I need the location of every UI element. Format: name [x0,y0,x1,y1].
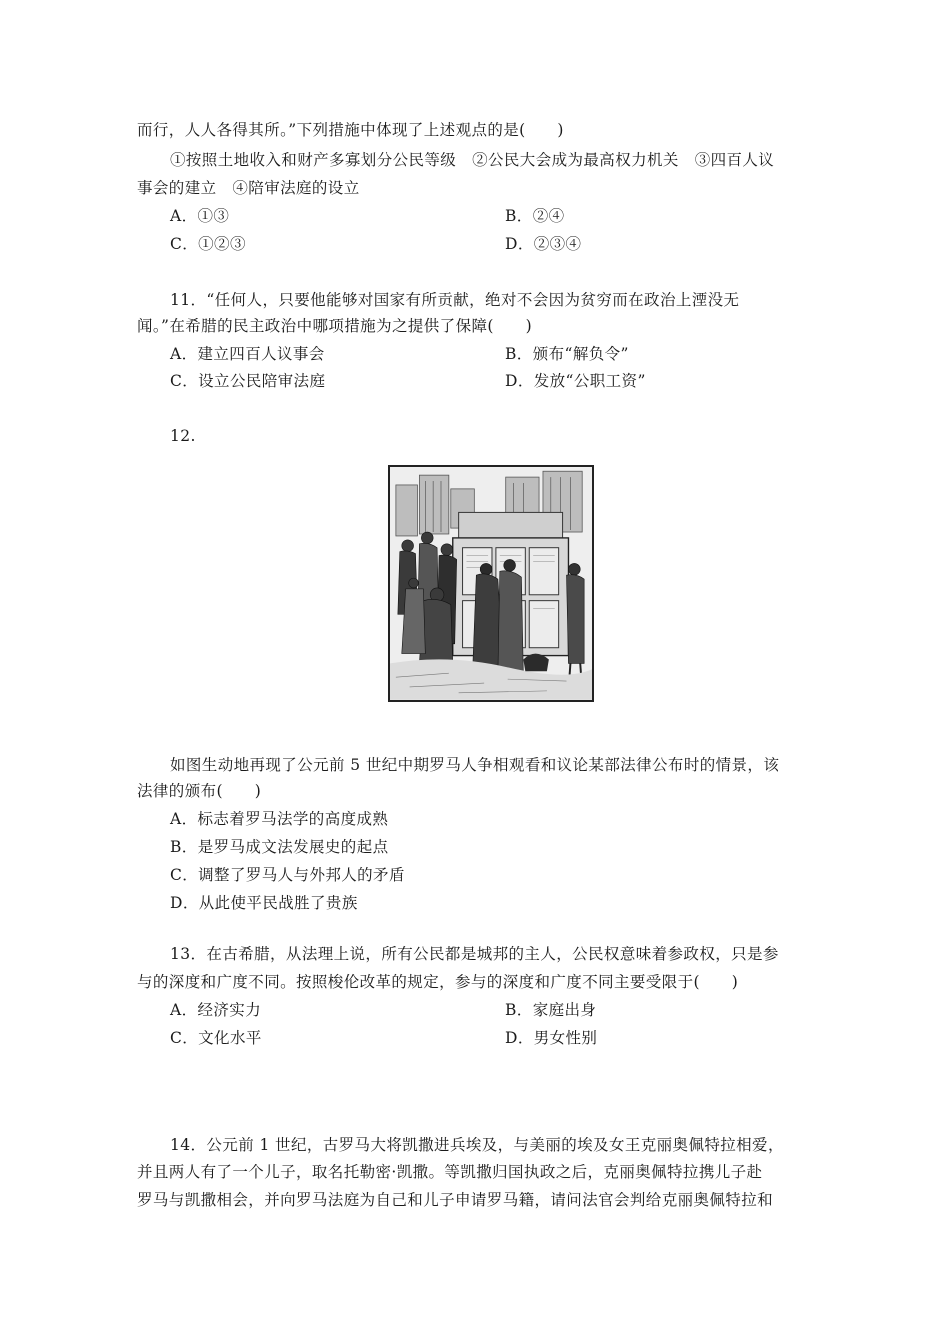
q11-option-c: C．设立公民陪审法庭 [170,372,326,390]
q12-number: 12. [170,427,196,445]
q11-option-d: D．发放“公职工资” [505,372,646,390]
q12-stem-line1: 如图生动地再现了公元前 5 世纪中期罗马人争相观看和议论某部法律公布时的情景，该 [170,756,780,774]
q12-option-a: A．标志着罗马法学的高度成熟 [170,810,389,828]
q12-option-d: D．从此使平民战胜了贵族 [170,894,358,912]
q10-option-a: A．①③ [170,207,230,225]
q10-items-line2: 事会的建立 ④陪审法庭的设立 [137,179,360,197]
q11-option-b: B．颁布“解负令” [505,345,629,363]
q13-option-a: A．经济实力 [170,1001,262,1019]
q14-stem-line3: 罗马与凯撒相会，并向罗马法庭为自己和儿子申请罗马籍，请问法官会判给克丽奥佩特拉和 [137,1191,774,1209]
q13-stem-line2: 与的深度和广度不同。按照梭伦改革的规定，参与的深度和广度不同主要受限于( ) [137,973,739,991]
q10-option-c: C．①②③ [170,235,246,253]
q10-stem-cont: 而行，人人各得其所。”下列措施中体现了上述观点的是( ) [137,121,564,139]
roman-law-engraving [388,465,594,702]
q12-option-c: C．调整了罗马人与外邦人的矛盾 [170,866,405,884]
q13-option-d: D．男女性别 [505,1029,598,1047]
q13-option-b: B．家庭出身 [505,1001,597,1019]
q14-stem-line1: 14．公元前 1 世纪，古罗马大将凯撒进兵埃及，与美丽的埃及女王克丽奥佩特拉相爱， [170,1136,784,1154]
q10-option-d: D．②③④ [505,235,582,253]
q11-stem-line1: 11．“任何人，只要他能够对国家有所贡献，绝对不会因为贫穷而在政治上湮没无 [170,291,740,309]
q10-option-b: B．②④ [505,207,565,225]
q12-option-b: B．是罗马成文法发展史的起点 [170,838,389,856]
q14-stem-line2: 并且两人有了一个儿子，取名托勒密·凯撒。等凯撒归国执政之后，克丽奥佩特拉携儿子赴 [137,1163,763,1181]
q13-stem-line1: 13．在古希腊，从法理上说，所有公民都是城邦的主人，公民权意味着参政权，只是参 [170,945,779,963]
q11-option-a: A．建立四百人议事会 [170,345,325,363]
q12-stem-line2: 法律的颁布( ) [137,782,262,800]
q10-items-line1: ①按照土地收入和财产多寡划分公民等级 ②公民大会成为最高权力机关 ③四百人议 [170,151,775,169]
q13-option-c: C．文化水平 [170,1029,262,1047]
q11-stem-line2: 闻。”在希腊的民主政治中哪项措施为之提供了保障( ) [137,317,533,335]
